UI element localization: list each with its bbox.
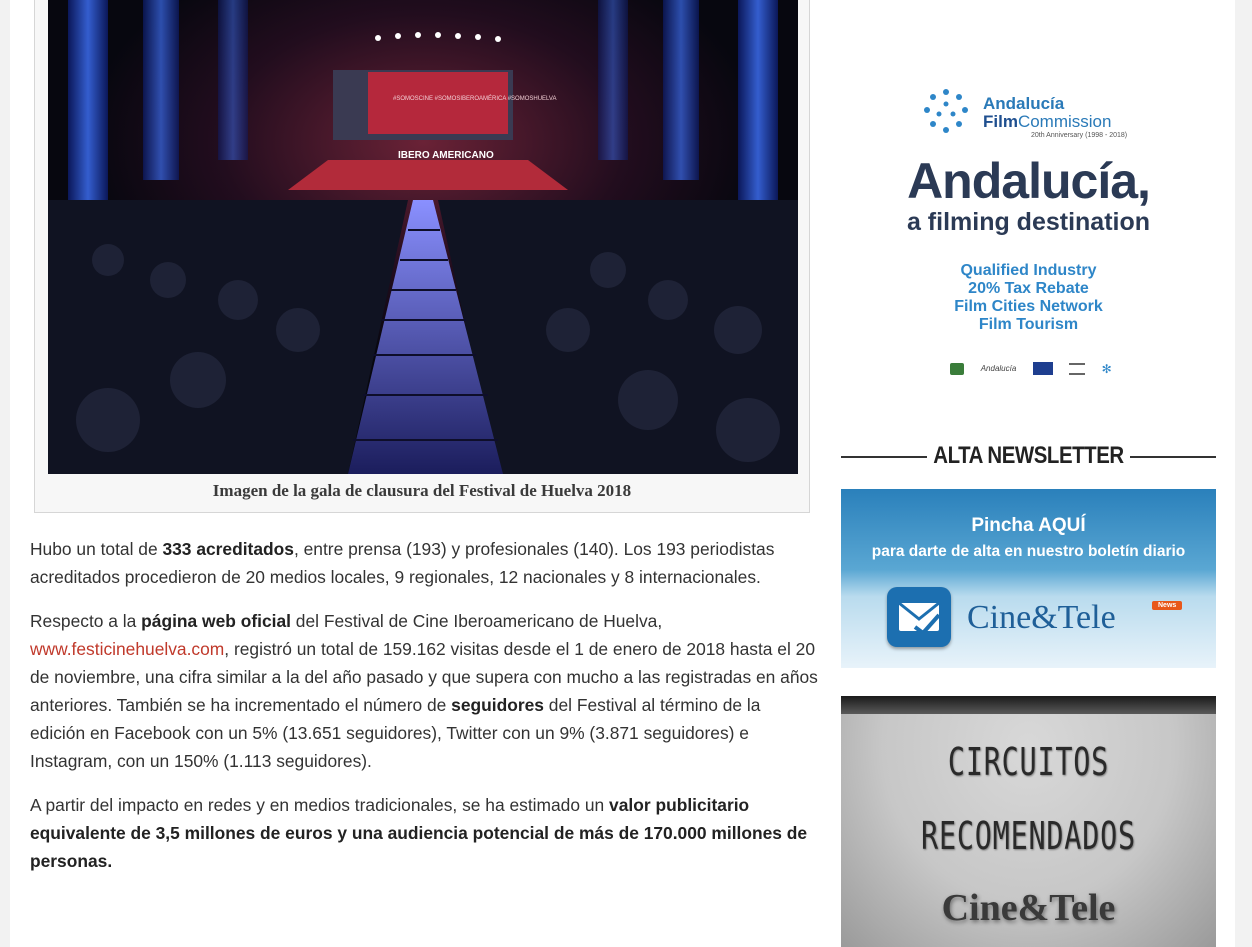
newsletter-heading-text: ALTA NEWSLETTER bbox=[933, 442, 1124, 469]
afc-name-line2: FilmCommission bbox=[983, 112, 1112, 131]
afc-anniversary: 20th Anniversary (1998 - 2018) bbox=[1031, 132, 1128, 139]
sponsor-star-icon: ✻ bbox=[1101, 361, 1112, 376]
newsletter-banner-line2: para darte de alta en nuestro boletín diario bbox=[871, 543, 1186, 560]
banner-top-strip bbox=[841, 696, 1216, 714]
bold-text: página web oficial bbox=[141, 611, 291, 631]
afc-dots-icon bbox=[921, 88, 971, 138]
text: Respecto a la bbox=[30, 611, 142, 631]
article-paragraph-1 bbox=[30, 535, 820, 591]
circuitos-recomendados-banner[interactable] bbox=[841, 696, 1216, 947]
text: del Festival de Cine Iberoamericano de Huelva, bbox=[290, 611, 663, 631]
newsletter-signup-banner[interactable] bbox=[841, 489, 1216, 668]
circuitos-line1: CIRCUITOS bbox=[947, 740, 1110, 784]
sponsor-logos bbox=[941, 360, 1121, 380]
text: , registró un total de 159.162 visitas desde el 1 de enero de 2018 hasta el 20 de noviembre, una cifra similar a la del año pasado y que supera con mucho a las registradas en años anteriores. También se ha incrementado el número de bbox=[30, 639, 818, 715]
article-figure bbox=[34, 0, 810, 513]
screen-text: #SOMOSCINE #SOMOSIBEROAMÉRICA #SOMOSHUELVA bbox=[393, 96, 557, 102]
festival-gala-photo[interactable] bbox=[48, 0, 798, 474]
andalucia-film-commission-ad[interactable] bbox=[841, 70, 1216, 400]
sponsor-logo-icon bbox=[1069, 363, 1085, 375]
cinetele-logo: Cine&Tele bbox=[941, 887, 1116, 929]
text: del Festival al término de la edición en Facebook con un 5% (13.651 seguidores), Twitter con un 9% (3.871 seguidores) e Instagram, con un 150% (1.113 seguidores). bbox=[30, 695, 761, 771]
text: , entre prensa (193) y profesionales (140). Los 193 periodistas acreditados procedieron de 20 medios locales, 9 regionales, 12 nacionales y 8 internacionales. bbox=[30, 539, 775, 587]
afc-feature: Film Tourism bbox=[978, 316, 1079, 333]
afc-subtitle: a filming destination bbox=[906, 208, 1151, 236]
afc-features bbox=[841, 262, 1216, 334]
circuitos-line2: RECOMENDADOS bbox=[921, 814, 1136, 858]
afc-title: Andalucía, bbox=[907, 153, 1150, 209]
newsletter-heading bbox=[841, 440, 1216, 474]
festival-website-link[interactable]: www.festicinehuelva.com bbox=[30, 639, 225, 659]
junta-logo-icon bbox=[950, 363, 964, 375]
stage-text: IBERO AMERICANO bbox=[398, 150, 494, 161]
article-body bbox=[30, 535, 820, 891]
text: A partir del impacto en redes y en medios tradicionales, se ha estimado un bbox=[30, 795, 610, 815]
afc-logo bbox=[921, 88, 1151, 148]
eu-flag-icon bbox=[1033, 362, 1053, 375]
theater-illustration bbox=[48, 0, 798, 474]
afc-feature: Film Cities Network bbox=[954, 298, 1103, 315]
mail-check-icon bbox=[887, 587, 951, 647]
article-paragraph-3 bbox=[30, 791, 820, 875]
afc-feature: 20% Tax Rebate bbox=[968, 280, 1089, 297]
afc-name-line1: Andalucía bbox=[983, 94, 1065, 113]
bold-text: 333 acreditados bbox=[162, 539, 294, 559]
news-badge: News bbox=[1152, 601, 1182, 610]
page bbox=[10, 0, 1235, 947]
article-paragraph-2 bbox=[30, 607, 820, 775]
sponsor-text: Andalucía bbox=[980, 364, 1017, 374]
figure-caption: Imagen de la gala de clausura del Festival de Huelva 2018 bbox=[212, 481, 632, 500]
bold-text: seguidores bbox=[451, 695, 544, 715]
text: Hubo un total de bbox=[30, 539, 163, 559]
cinetele-logo: Cine&Tele bbox=[967, 599, 1116, 636]
bold-text: valor publicitario equivalente de 3,5 millones de euros y una audiencia potencial de más de 170.000 millones de personas. bbox=[30, 795, 808, 871]
afc-feature: Qualified Industry bbox=[960, 262, 1097, 279]
newsletter-banner-line1: Pincha AQUÍ bbox=[971, 515, 1086, 536]
